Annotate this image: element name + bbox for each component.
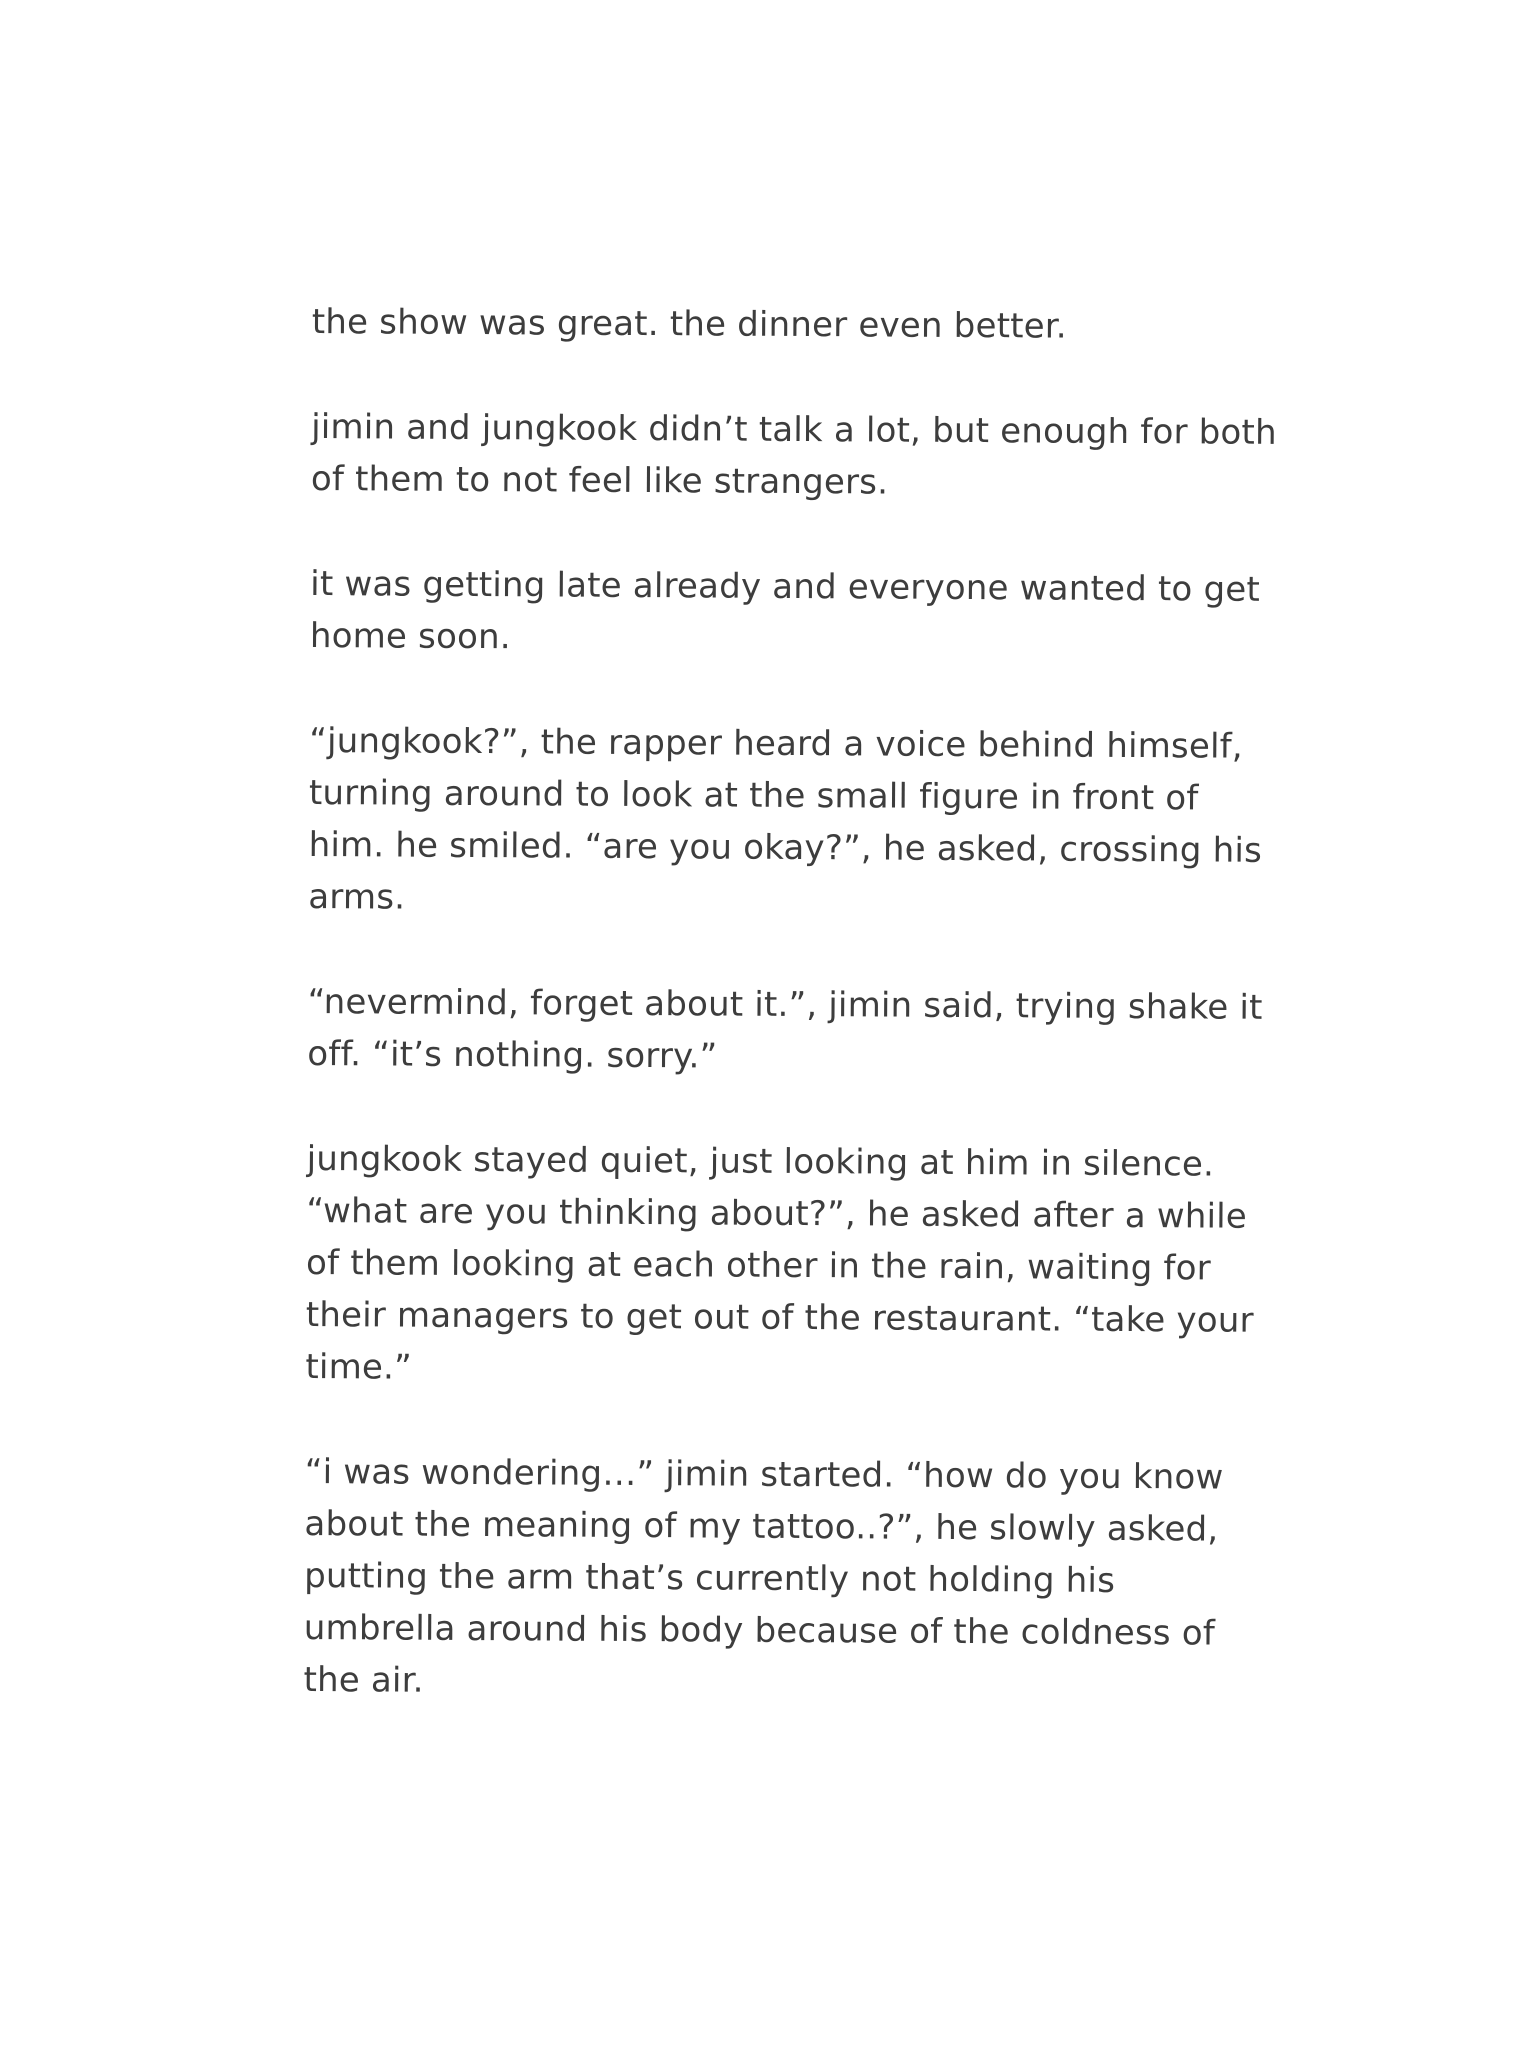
text-line: off. “it’s nothing. sorry.” xyxy=(307,1033,718,1077)
paragraph-1 xyxy=(312,296,1252,354)
text-line: about the meaning of my tattoo..?”, he slowly asked, xyxy=(304,1503,1219,1550)
text-line: arms. xyxy=(308,876,406,918)
text-line: him. he smiled. “are you okay?”, he asked, crossing his xyxy=(308,824,1263,871)
text-body xyxy=(303,296,1277,1765)
paragraph-4 xyxy=(308,715,1263,929)
text-line: “nevermind, forget about it.”, jimin said, trying shake it xyxy=(307,981,1263,1028)
text-line: jimin and jungkook didn’t talk a lot, but enough for both xyxy=(311,406,1277,453)
text-line: “jungkook?”, the rapper heard a voice behind himself, xyxy=(309,720,1243,767)
text-line: it was getting late already and everyone wanted to get xyxy=(310,563,1261,610)
text-line: time.” xyxy=(305,1346,413,1388)
text-line: umbrella around his body because of the coldness of xyxy=(303,1607,1216,1654)
text-line: “what are you thinking about?”, he asked after a while xyxy=(306,1190,1248,1237)
text-line: the air. xyxy=(303,1659,424,1701)
paragraph-6 xyxy=(305,1133,1254,1399)
text-line: jungkook stayed quiet, just looking at him in silence. xyxy=(306,1138,1215,1185)
text-line: of them looking at each other in the rain, waiting for xyxy=(305,1242,1211,1289)
text-line: the show was great. the dinner even better. xyxy=(311,301,1068,347)
paragraph-3 xyxy=(309,558,1261,668)
text-line: “i was wondering…” jimin started. “how do you know xyxy=(304,1451,1224,1498)
text-line: putting the arm that’s currently not holding his xyxy=(304,1555,1116,1601)
paragraph-7 xyxy=(303,1446,1245,1712)
paragraph-5 xyxy=(307,976,1263,1086)
text-line: turning around to look at the small figure in front of xyxy=(308,772,1199,819)
paragraph-2 xyxy=(310,401,1277,511)
text-line: home soon. xyxy=(309,615,511,658)
text-line: of them to not feel like strangers. xyxy=(310,458,889,503)
text-line: their managers to get out of the restaurant. “take your xyxy=(305,1294,1254,1341)
